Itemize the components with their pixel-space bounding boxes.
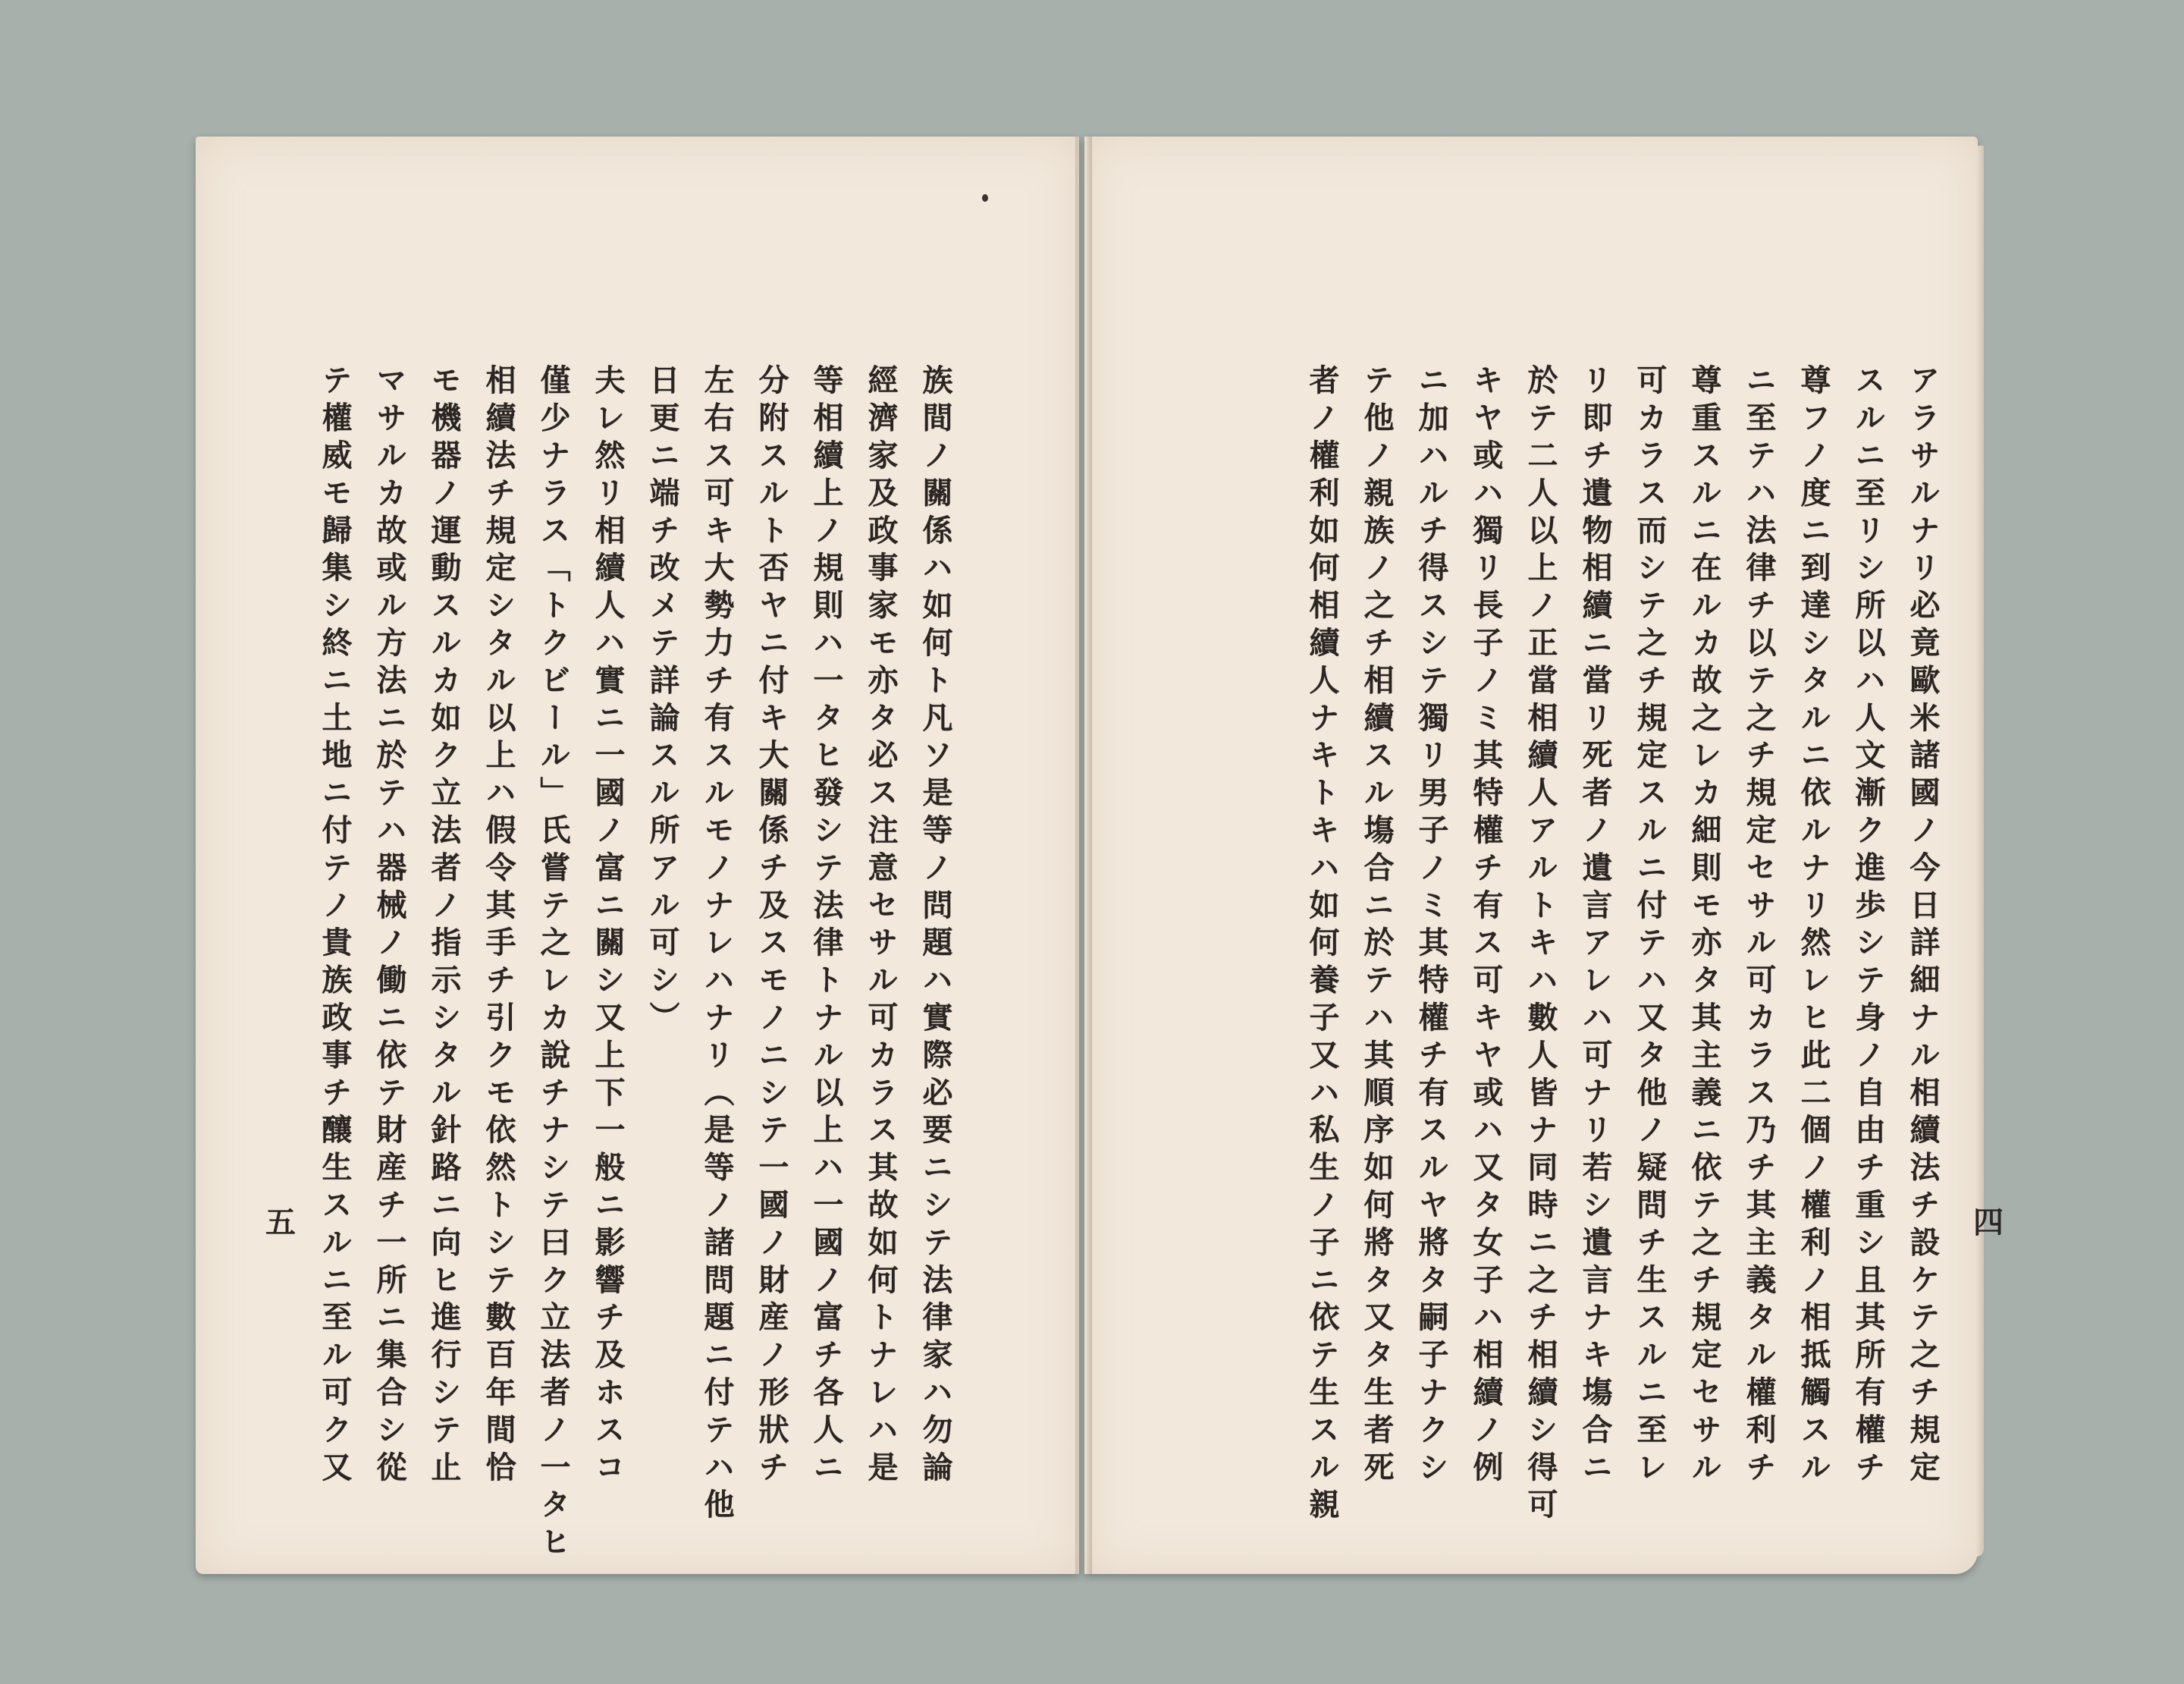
text-column: 相續法チ規定シタル以上ハ假令其手チ引クモ依然トシテ數百年間恰 — [481, 364, 516, 1488]
text-column: テ權威モ歸集シ終ニ土地ニ付テノ貴族政事チ釀生スルニ至ル可ク又 — [317, 364, 353, 1488]
right-page — [1084, 137, 2004, 1574]
text-column: テ他ノ親族ノ之チ相續スル塲合ニ於テハ其順序如何將タ又タ生者死 — [1359, 364, 1395, 1488]
text-column: 可カラス而シテ之チ規定スルニ付テハ又タ他ノ疑問チ生スルニ至レ — [1632, 364, 1668, 1488]
page-number: 五 — [265, 1205, 296, 1240]
text-column: 日更ニ端チ改メテ詳論スル所アル可シ） — [645, 364, 680, 1039]
text-column: 經濟家及政事家モ亦タ必ス注意セサル可カラス其故如何トナレハ是 — [863, 364, 899, 1488]
text-column: スルニ至リシ所以ハ人文漸ク進歩シテ身ノ自由チ重シ且其所有權チ — [1850, 364, 1886, 1488]
text-column: マサルカ故或ル方法ニ於テハ器械ノ働ニ依テ財産チ一所ニ集合シ從 — [372, 364, 407, 1488]
text-column: アラサルナリ必竟歐米諸國ノ今日詳細ナル相續法チ設ケテ之チ規定 — [1905, 364, 1941, 1488]
text-column: 夫レ然リ相續人ハ實ニ一國ノ富ニ關シ又上下一般ニ影響チ及ホスコ — [590, 364, 626, 1488]
text-column: 族間ノ關係ハ如何ト凡ソ是等ノ問題ハ實際必要ニシテ法律家ハ勿論 — [918, 364, 953, 1488]
text-column: 尊重スルニ在ルカ故之レカ細則モ亦タ其主義ニ依テ之チ規定セサル — [1687, 364, 1722, 1488]
text-column: 尊フノ度ニ到達シタルニ依ルナリ然レヒ此二個ノ權利ノ相抵觸スル — [1796, 364, 1831, 1488]
page-edge — [1976, 146, 1984, 1557]
text-column: キヤ或ハ獨リ長子ノミ其特權チ有ス可キヤ或ハ又タ女子ハ相續ノ例 — [1468, 364, 1504, 1488]
book-gutter — [1075, 137, 1092, 1574]
page-number: 四 — [1973, 1205, 2004, 1240]
text-column: ニ至テハ法律チ以テ之チ規定セサル可カラス乃チ其主義タル權利チ — [1741, 364, 1777, 1488]
text-column: リ即チ遺物相續ニ當リ死者ノ遺言アレハ可ナリ若シ遺言ナキ塲合ニ — [1577, 364, 1613, 1489]
text-column: モ機器ノ運動スルカ如ク立法者ノ指示シタル針路ニ向ヒ進行シテ止 — [426, 364, 462, 1488]
ink-spot — [982, 194, 988, 202]
open-book — [196, 137, 2004, 1574]
text-column: 僅少ナラス「トクビール」氏嘗テ之レカ說チナシテ曰ク立法者ノ一タヒ — [535, 364, 571, 1563]
text-column: ニ加ハルチ得スシテ獨リ男子ノミ其特權チ有スルヤ將タ嗣子ナクシ — [1414, 364, 1449, 1488]
text-column: 左右ス可キ大勢力チ有スルモノナレハナリ（是等ノ諸問題ニ付テハ他 — [699, 364, 735, 1526]
left-page — [196, 137, 1079, 1574]
text-column: 於テ二人以上ノ正當相續人アルトキハ數人皆ナ同時ニ之チ相續シ得可 — [1523, 364, 1558, 1526]
text-column: 者ノ權利如何相續人ナキトキハ如何養子又ハ私生ノ子ニ依テ生スル親 — [1304, 364, 1340, 1526]
text-column: 分附スルト否ヤニ付キ大關係チ及スモノニシテ一國ノ財産ノ形狀チ — [754, 364, 789, 1488]
text-column: 等相續上ノ規則ハ一タヒ發シテ法律トナル以上ハ一國ノ富チ各人ニ — [808, 364, 844, 1488]
